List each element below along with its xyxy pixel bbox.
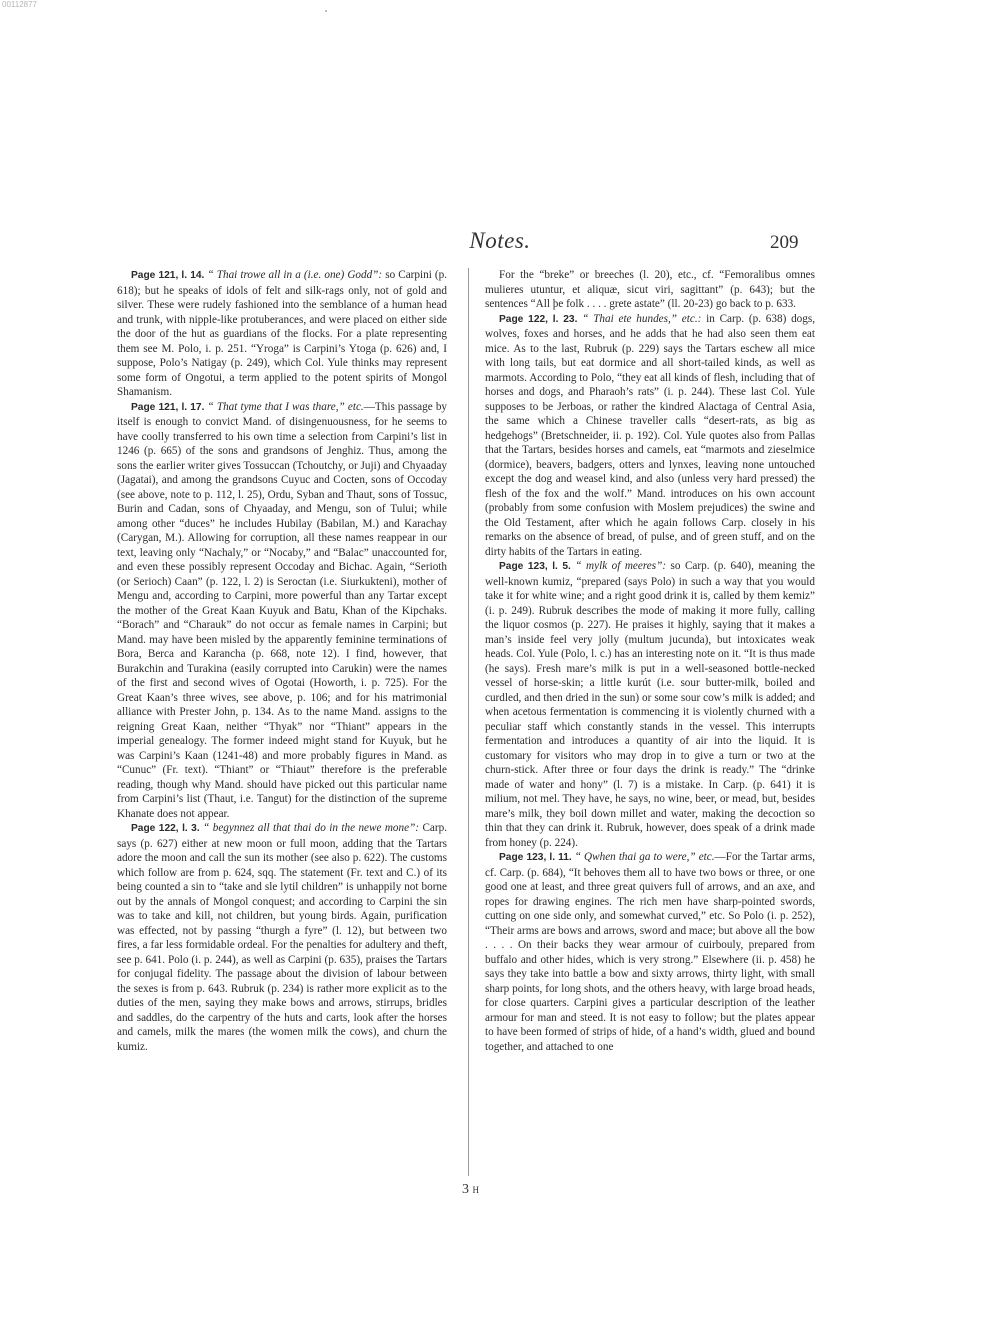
note-paragraph	[117, 821, 447, 1054]
note-lemma: “ Qwhen thai ga to were,” etc.	[574, 851, 715, 863]
note-reference: Page 122, l. 3.	[131, 823, 200, 834]
note-reference: Page 122, l. 23.	[499, 313, 578, 325]
note-lemma: “ That tyme that I was thare,” etc.	[207, 400, 364, 413]
note-text: For the “breke” or breeches (l. 20), etc., cf. “Femoralibus omnes mulieres utuntur, et aliquæ, sicut viri, sagittant” (p. 643); but the sentences “All þe folk . . . . grete astate” (ll. 20-23) go back to p. 633.	[485, 269, 815, 310]
note-lemma: “ begynnez all that thai do in the newe mone”:	[203, 822, 420, 834]
note-lemma: “ mylk of meeres”:	[575, 560, 667, 572]
note-text: in Carp. (p. 638) dogs, wolves, foxes and horses, and he adds that he had also seen them eat mice. As to the last, Rubruk (p. 229) says the Tartars eschew all mice with long tails, but eat dormice and all short-tailed kinds, as well as marmots. According to Polo, “they eat all kinds of flesh, including that of horses and dogs, and Pharaoh’s rats” (i. p. 244). These last Col. Yule supposes to be Jerboas, or rather the kindred Alactaga of Central Asia, the same which a Chinese traveller calls “desert-rats, as big as hedgehogs” (Bretschneider, ii. p. 192). Col. Yule quotes also from Pallas that the Tartars, besides horses and camels, eat “marmots and zieselmice (dormice), beavers, badgers, otters and lynxes, leaving none untouched except the dog and weasel kind, and also (unless very hard pressed) the flesh of the fox and the wolf.” Mand. introduces on his own account (probably from some confusion with Moslem prejudices) the swine and the Old Testament, after which he again follows Carp. closely in his remarks on the absence of bread, of pulse, and of green stuff, and on the dirty habits of the Tartars in eating.	[485, 312, 815, 558]
note-text: —This passage by itself is enough to convict Mand. of disingenuousness, for he seems to have coolly transferred to his own time a selection from Carpini’s list in 1246 (p. 665) of the sons and grandsons of Jenghiz. Thus, among the sons the earlier writer gives Tossuccan (Tchoutchy, or Juji) and Chyaaday (Jagatai), and among the grandsons Cuyuc and Cocten, sons of Occoday (see above, note to p. 112, l. 25), Ordu, Syban and Thaut, sons of Tossuc, Burin and Cadan, sons of Chyaaday, and Mengu, son of Tului; while among other “duces” he includes Hubilay (Babilan, M.) and Karachay (Carygan, M.). Allowing for corruption, all these names reappear in our text, leaving only “Nachaly,” or “Nocaby,” and “Balac” unaccounted for, and even these possibly represent Occoday and Bichac. Again, “Serioth (or Serioch) Caan” (p. 122, l. 2) is Seroctan (i.e. Siurkukteni), mother of Mengu and, according to Carpini, more powerful than any Tartar except the mother of the Great Kaan Kuyuk and Batu, Khan of the Kipchaks. “Borach” and “Charauk” do not occur as female names in Carpini; but Mand. may have been misled by the apparently feminine terminations of Bora, Berca and Karancha (p. 668, note 12). I find, however, that Burakchin and Turakina (easily corrupted into Carukin) were the names of the first and second wives of Ogotai (Howorth, i. p. 725). For the Great Kaan’s three wives, see above, p. 106; and for his matrimonial alliance with Prester John, p. 134. As to the name Mand. assigns to the reigning Great Kaan, neither “Thyak” nor “Thiant” appears in the imperial genealogy. The former indeed might stand for Kuyuk, but he was Carpini’s Kaan (1241-48) and more probably figures in Mand. as “Cunuc” (Fr. text). “Thiant” or “Thiaut” therefore is the preferable reading, though why Mand. should have picked out this particular name from Carpini’s list (Thaut, i.e. Tangut) for the distinction of the supreme Khanate does not appear.	[117, 400, 448, 820]
scan-speck	[325, 10, 327, 12]
column-divider	[468, 268, 469, 1176]
note-paragraph	[485, 312, 815, 560]
note-paragraph	[485, 559, 815, 850]
note-text: Carp. says (p. 627) either at new moon or full moon, adding that the Tartars adore the moon and call the sun its mother (see also p. 622). The customs which follow are from p. 624, sqq. The statement (Fr. text and C.) of its being counted a sin to “take and sle lytil children” is unhappily not borne out by the annals of Mongol conquest; and according to Carpini the sin was to take and kill, not children, but young birds. Again, purification was effected, not by passing “thurgh a fyre” (l. 12), but between two fires, a far less formidable ordeal. For the penalties for adultery and theft, see p. 641. Polo (i. p. 244), as well as Carpini (p. 635), praises the Tartars for conjugal fidelity. The passage about the division of labour between the sexes is from p. 643. Rubruk (p. 234) is rather more explicit as to the duties of the men, saying they make bows and arrows, stirrups, bridles and saddles, do the carpentry of the huts and carts, look after the horses and camels, milk the mares (the women milk the cows), and churn the kumiz.	[117, 822, 448, 1053]
printer-signature	[462, 1182, 479, 1198]
running-title: Notes.	[469, 228, 531, 253]
note-reference: Page 123, l. 11.	[499, 852, 572, 863]
note-text: so Carpini (p. 618); but he speaks of idols of felt and silk-rags only, not of gold and silver. These were rudely fashioned into the semblance of a human head and trunk, with nipple-like protuberances, and were placed on either side the door of the hut as guardians of the flocks. For a plate representing them see M. Polo, i. p. 251. “Yroga” is Carpini’s Ytoga (p. 626) and, I suppose, Polo’s Natigay (p. 249), which Col. Yule thinks may represent some form of Ongotui, a term applied to the potent spirits of Mongol Shamanism.	[117, 269, 447, 398]
note-reference: Page 121, l. 17.	[131, 401, 205, 413]
note-paragraph	[117, 400, 447, 822]
note-paragraph	[117, 268, 447, 400]
note-text: so Carp. (p. 640), meaning the well-known kumiz, “prepared (says Polo) in such a way that you would take it for white wine; and a right good drink it is, called by them kemiz” (i. p. 249). Rubruk describes the mode of making it more fully, calling the liquor cosmos (p. 227). He praises it highly, saying that it makes a man’s inside feel very jolly (multum jucunda), but intoxicates weak heads. Col. Yule (Polo, l. c.) has an interesting note on it. “It is thus made (he says). Fresh mare’s milk is put in a well-seasoned bottle-necked vessel of horse-skin; a little kurút (i.e. sour butter-milk, boiled and curdled, and then dried in the sun) or some sour cow’s milk is added; and when acetous fermentation is commencing it is violently churned with a peculiar staff which constantly stands in the vessel. This interrupts fermentation and introduces a quantity of air into the liquid. It is customary for visitors who may drop in to give a turn or two at the churn-stick. After three or four days the drink is ready.” The “drinke made of water and hony” (l. 7) is a mistake. In Carp. (p. 641) it is milium, not mel. They have, he says, no wine, beer, or mead, but, besides mare’s milk, they boil down millet and water, making the decoction so thin that they can drink it. Rubruk, however, does speak of a drink made from honey (p. 224).	[485, 560, 816, 849]
signature-letter: H	[472, 1185, 479, 1195]
note-reference: Page 121, l. 14.	[131, 270, 205, 281]
note-reference: Page 123, l. 5.	[499, 561, 571, 572]
note-lemma: “ Thai trowe all in a (i.e. one) Godd”:	[207, 269, 383, 281]
left-column	[117, 268, 447, 1054]
right-column	[485, 268, 815, 1054]
note-paragraph	[485, 268, 815, 312]
note-text: —For the Tartar arms, cf. Carp. (p. 684), “It behoves them all to have two bows or three, or one good one at least, and three great quivers full of arrows, and an axe, and ropes for drawing engines. The rich men have sharp-pointed swords, cutting on one side only, and somewhat curved,” etc. So Polo (i. p. 252), “Their arms are bows and arrows, sword and mace; but above all the bow . . . . On their backs they wear armour of cuirbouly, prepared from buffalo and other hides, which is very strong.” Elsewhere (ii. p. 458) he says they take into battle a bow and sixty arrows, thirty light, with small sharp points, for long shots, and the others heavy, with large broad heads, for close quarters. Carpini gives a particular description of the leather armour for man and steed. It is not easy to follow; but the plates appear to have been formed of strips of hide, of a hand’s width, glued and bound together, and attached to one	[485, 851, 815, 1053]
signature-number: 3	[462, 1182, 469, 1197]
scan-identifier: 00112877	[2, 0, 37, 9]
page-number: 209	[770, 232, 799, 253]
note-lemma: “ Thai ete hundes,” etc.:	[582, 312, 702, 325]
note-paragraph	[485, 850, 815, 1054]
